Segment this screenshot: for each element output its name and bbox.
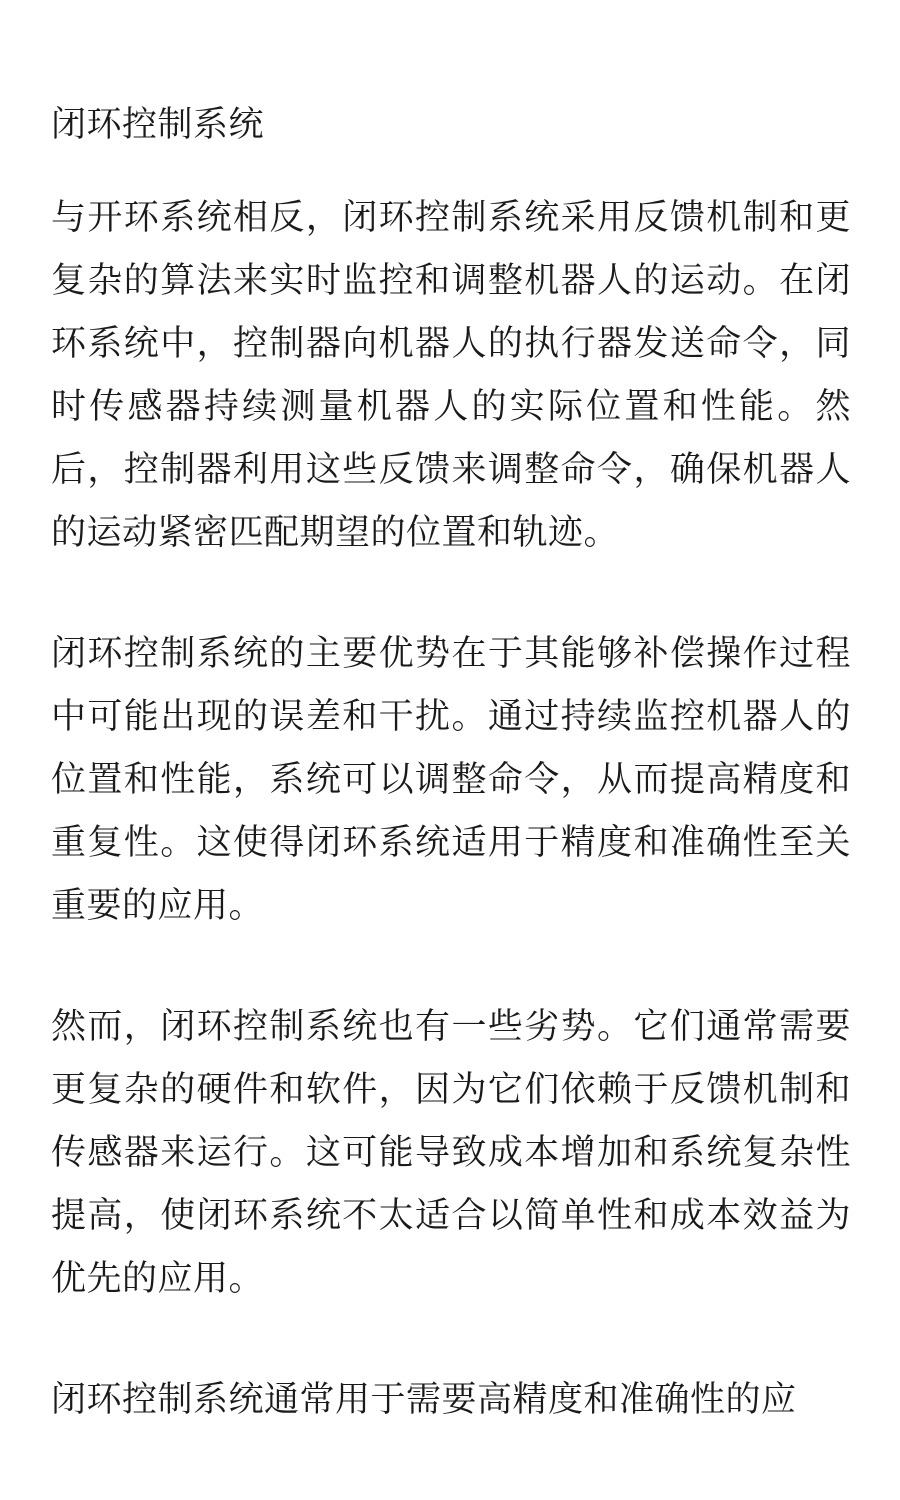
paragraph-4: 闭环控制系统通常用于需要高精度和准确性的应 (51, 1380, 797, 1420)
paragraph-1: 与开环系统相反，闭环控制系统采用反馈机制和更复杂的算法来实时监控和调整机器人的运动。在闭环系统中，控制器向机器人的执行器发送命令，同时传感器持续测量机器人的实际位置和性能。然后，控制器利用这些反馈来调整命令，确保机器人的运动紧密匹配期望的位置和轨迹。 (51, 198, 851, 553)
section-heading: 闭环控制系统 (51, 105, 265, 145)
paragraph-3: 然而，闭环控制系统也有一些劣势。它们通常需要更复杂的硬件和软件，因为它们依赖于反馈机制和传感器来运行。这可能导致成本增加和系统复杂性提高，使闭环系统不太适合以简单性和成本效益为优先的应用。 (51, 1007, 851, 1299)
paragraph-2: 闭环控制系统的主要优势在于其能够补偿操作过程中可能出现的误差和干扰。通过持续监控机器人的位置和性能，系统可以调整命令，从而提高精度和重复性。这使得闭环系统适用于精度和准确性至关重要的应用。 (51, 634, 851, 926)
article (51, 94, 851, 1432)
